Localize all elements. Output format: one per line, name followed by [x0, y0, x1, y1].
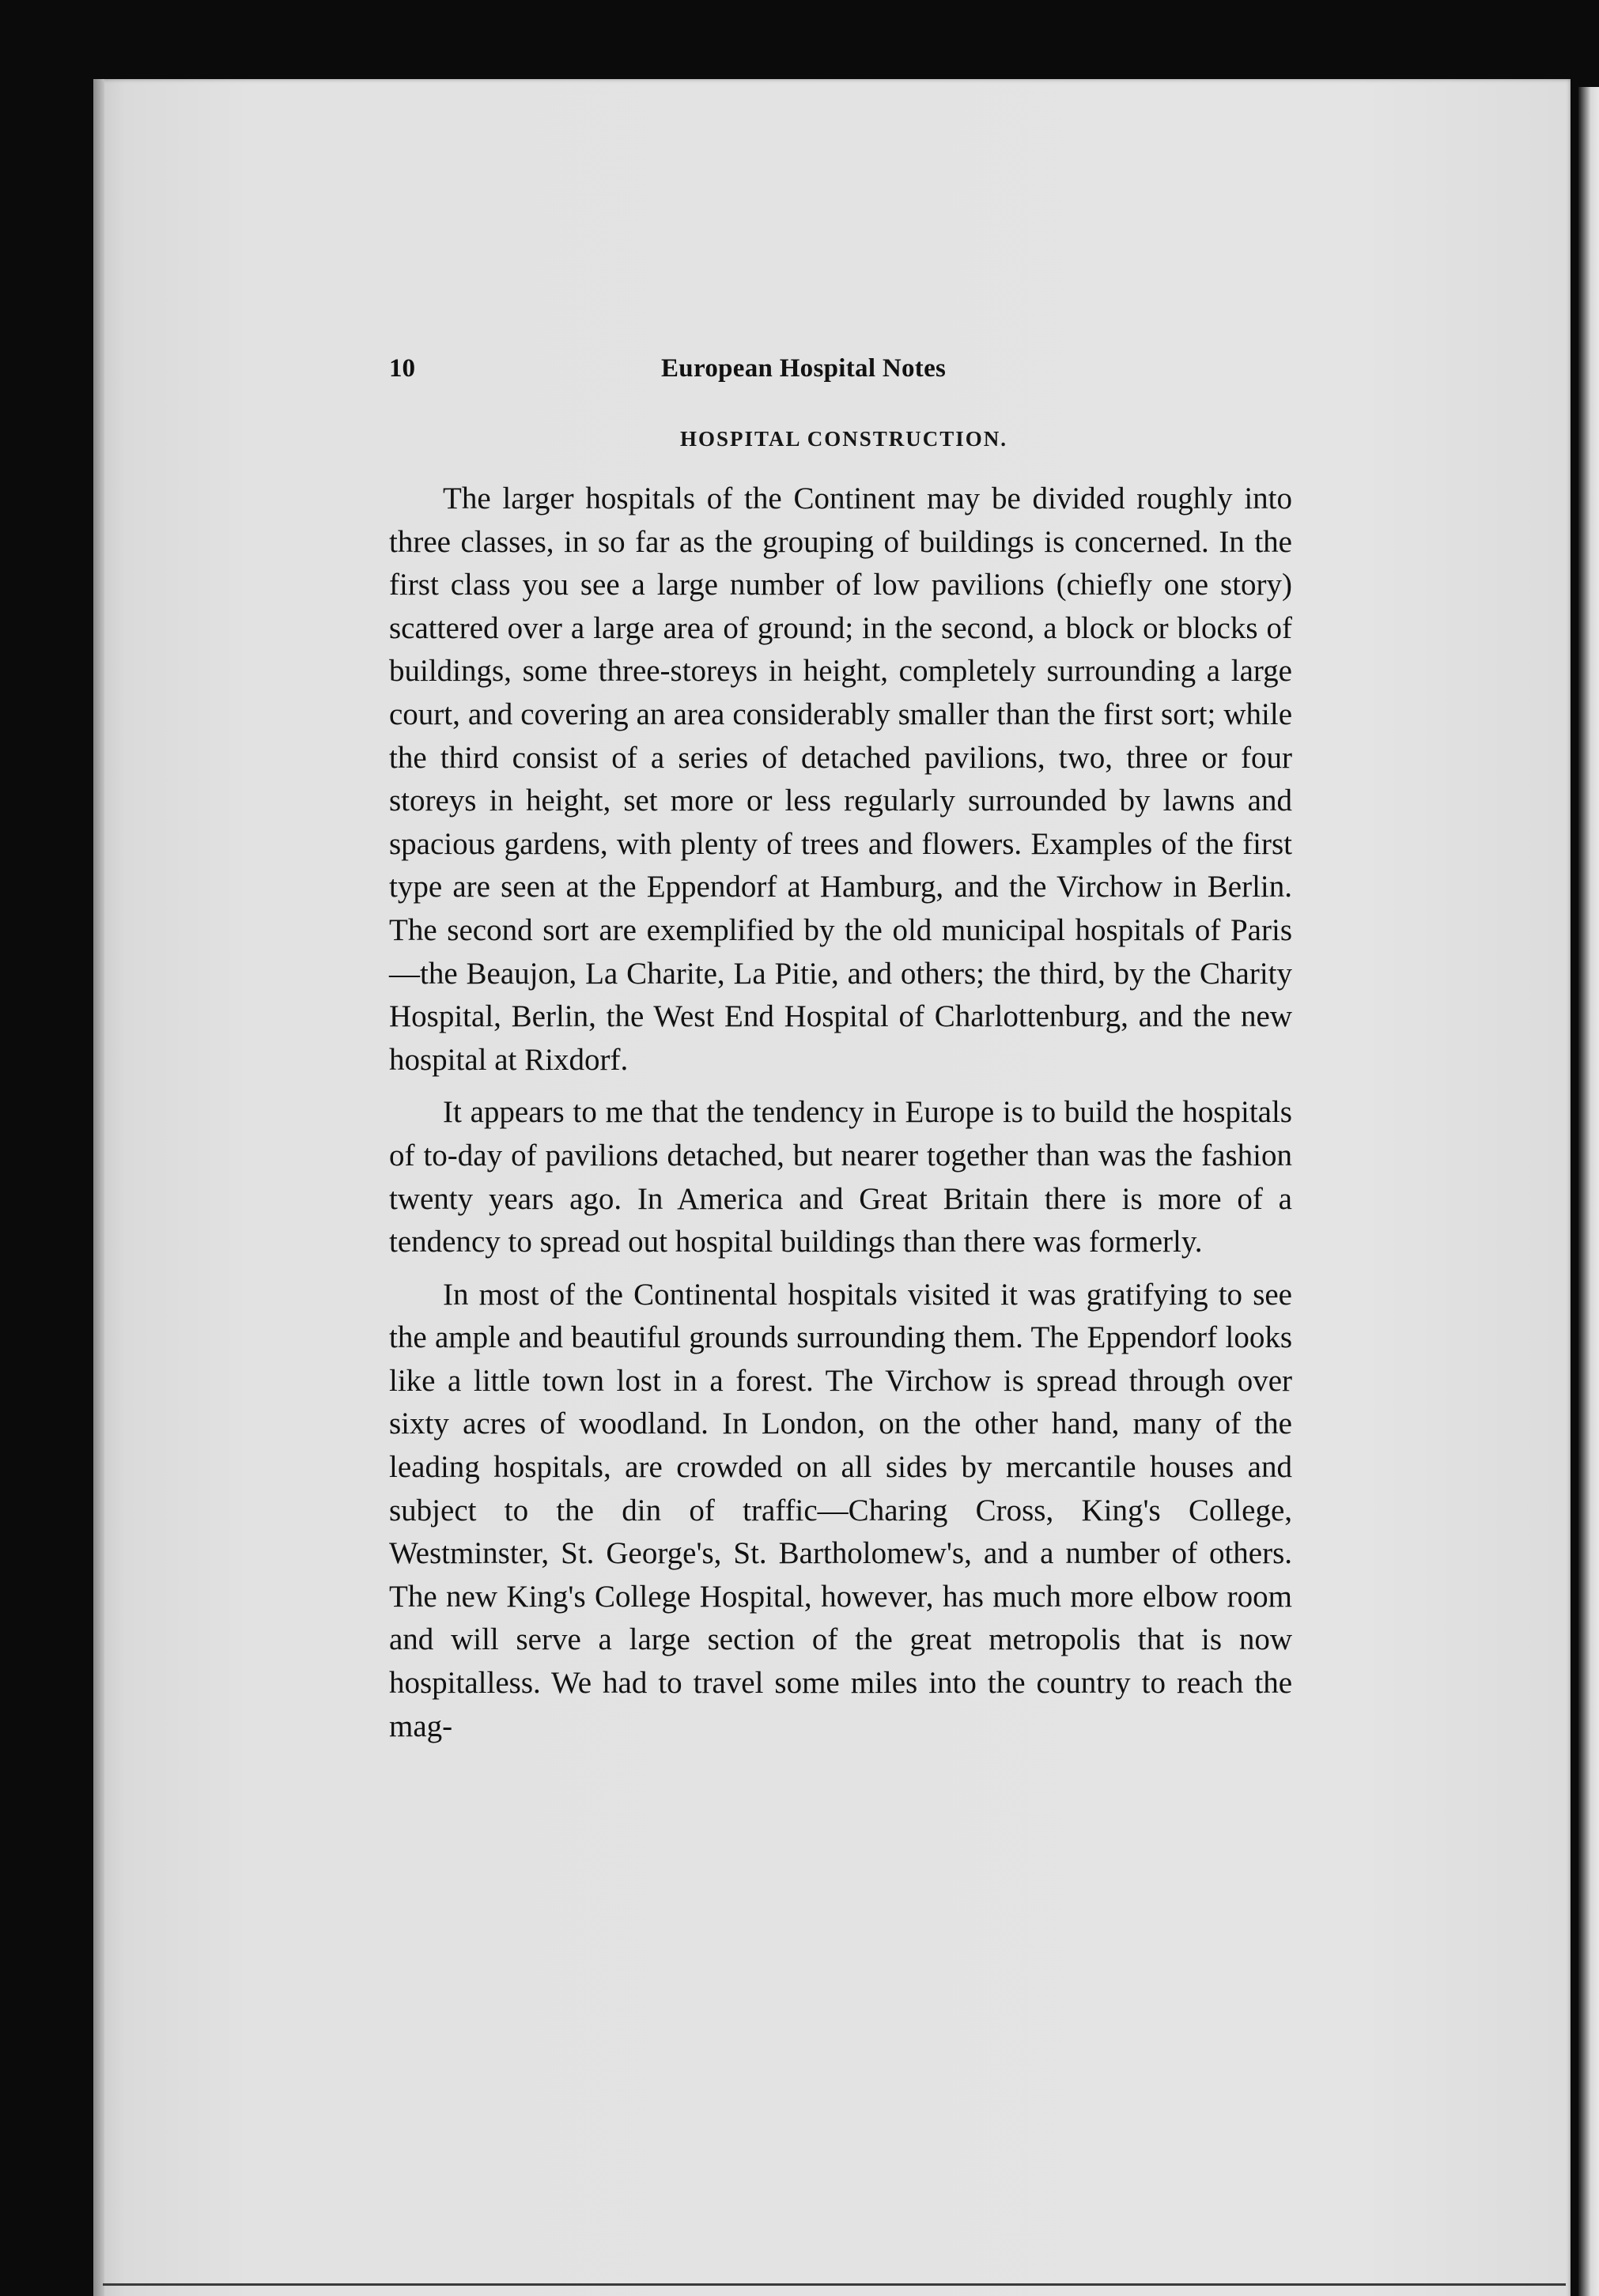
paragraph-2: It appears to me that the tendency in Europe is to build the hospitals of to-day of pavilions detached, but nearer together than was the fashion twenty years ago. In America and Great Britain there is more of a tendency to spread out hospital buildings than there was formerly.	[389, 1095, 1292, 1259]
section-title: HOSPITAL CONSTRUCTION.	[679, 427, 1008, 451]
page-number: 10	[389, 354, 415, 383]
running-head: European Hospital Notes	[661, 354, 947, 383]
paragraph-3: In most of the Continental hospitals visited it was gratifying to see the ample and beautiful grounds surrounding them. The Eppendorf looks like a little town lost in a forest. The Virchow is spread through over sixty acres of woodland. In London, on the other hand, many of the leading hospitals, are crowded on all sides by mercantile houses and subject to the din of traffic—Charing Cross, King's College, Westminster, St. George's, St. Bartholomew's, and a number of others. The new King's College Hospital, however, has much more elbow room and will serve a large section of the great metropolis that is now hospitalless. We had to travel some miles into the country to reach the mag-	[389, 1277, 1292, 1743]
page-left-edge	[93, 79, 104, 2296]
page-header	[389, 354, 1306, 394]
body-text	[389, 478, 1292, 1748]
paragraph-1: The larger hospitals of the Continent may be divided roughly into three classes, in so far as the grouping of buildings is concerned. In the first class you see a large number of low pavilions (chiefly one story) scattered over a large area of ground; in the second, a block or blocks of buildings, some three-storeys in height, completely surrounding a large court, and covering an area considerably smaller than the first sort; while the third consist of a series of detached pavilions, two, three or four storeys in height, set more or less regularly surrounded by lawns and spacious gardens, with plenty of trees and flowers. Examples of the first type are seen at the Eppendorf at Hamburg, and the Virchow in Berlin. The second sort are exemplified by the old municipal hospitals of Paris—the Beaujon, La Charite, La Pitie, and others; the third, by the Charity Hospital, Berlin, the West End Hospital of Charlottenburg, and the new hospital at Rixdorf.	[389, 481, 1292, 1077]
page-bottom-edge	[103, 2283, 1566, 2286]
next-page-edge	[1578, 87, 1599, 2296]
